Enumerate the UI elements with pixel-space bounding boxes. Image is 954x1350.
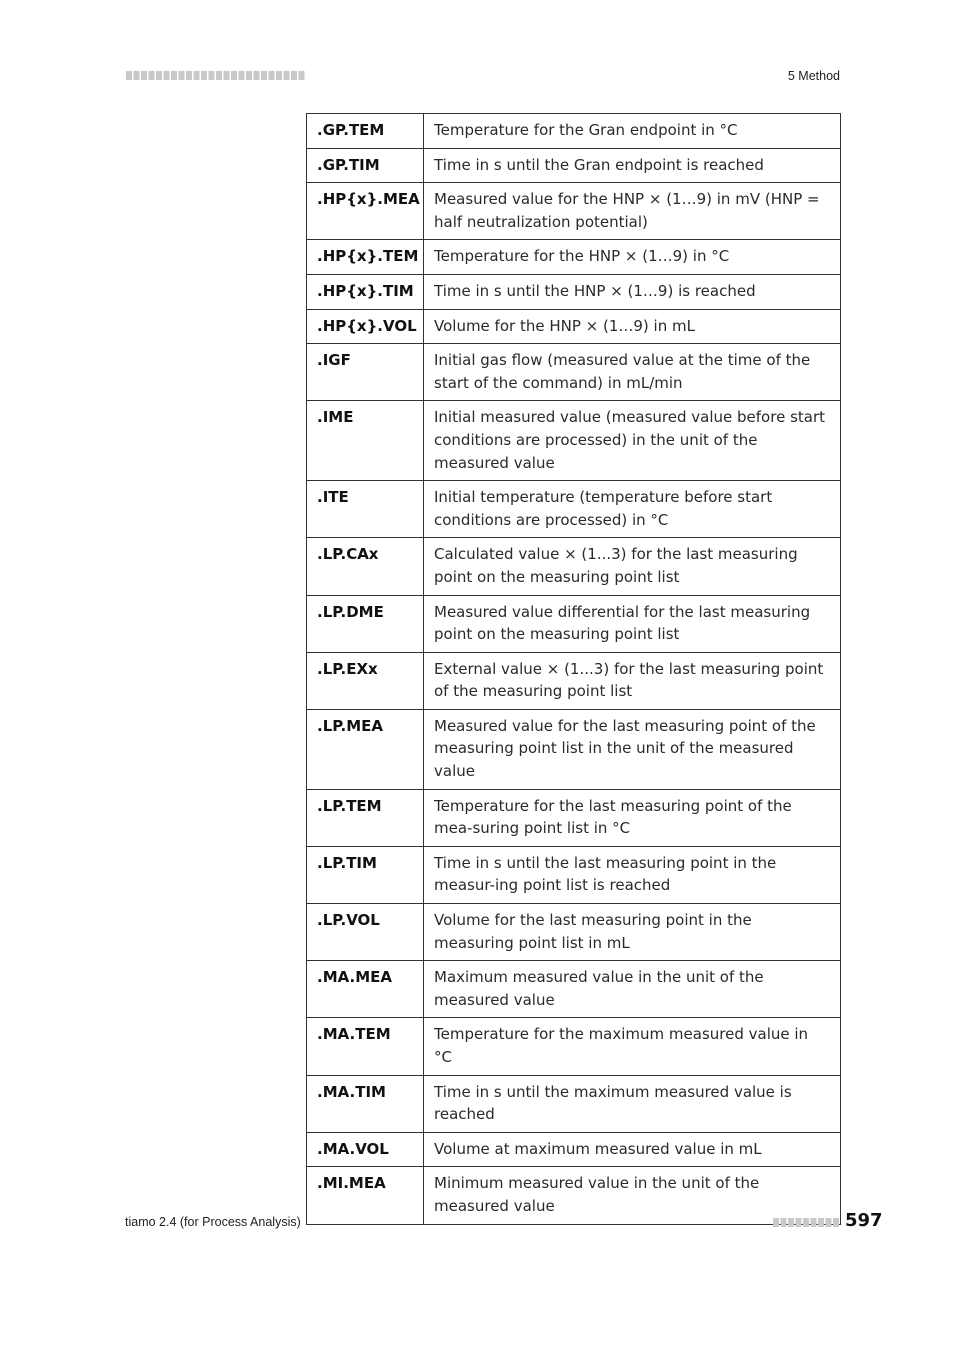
product-name: tiamo 2.4 (for Process Analysis) bbox=[125, 1215, 301, 1229]
variable-name: .LP.EXx bbox=[307, 652, 424, 709]
header-decoration bbox=[126, 71, 306, 80]
footer-decoration bbox=[773, 1218, 839, 1227]
variable-name: .MI.MEA bbox=[307, 1167, 424, 1224]
variable-description: Temperature for the maximum measured value in °C bbox=[424, 1018, 841, 1075]
variable-name: .LP.MEA bbox=[307, 709, 424, 789]
variable-name: .HP{x}.MEA bbox=[307, 183, 424, 240]
table-row bbox=[307, 344, 841, 401]
variable-description: Maximum measured value in the unit of the measured value bbox=[424, 961, 841, 1018]
variable-name: .GP.TIM bbox=[307, 148, 424, 183]
table-row bbox=[307, 1132, 841, 1167]
variable-description: Volume for the HNP × (1…9) in mL bbox=[424, 309, 841, 344]
variable-name: .MA.TEM bbox=[307, 1018, 424, 1075]
table-row bbox=[307, 274, 841, 309]
table-row bbox=[307, 309, 841, 344]
variable-description: Measured value for the last measuring point of the measuring point list in the unit of the measured value bbox=[424, 709, 841, 789]
variable-name: .HP{x}.VOL bbox=[307, 309, 424, 344]
table-row bbox=[307, 961, 841, 1018]
table-row bbox=[307, 709, 841, 789]
page-number: 597 bbox=[845, 1210, 883, 1231]
variable-description: Temperature for the Gran endpoint in °C bbox=[424, 114, 841, 149]
variable-description: External value × (1...3) for the last measuring point of the measuring point list bbox=[424, 652, 841, 709]
variable-description: Temperature for the HNP × (1…9) in °C bbox=[424, 240, 841, 275]
variables-table bbox=[306, 113, 841, 1225]
variable-name: .LP.VOL bbox=[307, 904, 424, 961]
variable-name: .LP.CAx bbox=[307, 538, 424, 595]
variable-name: .MA.MEA bbox=[307, 961, 424, 1018]
variable-description: Time in s until the last measuring point in the measur-ing point list is reached bbox=[424, 846, 841, 903]
table-row bbox=[307, 1075, 841, 1132]
variable-description: Initial gas flow (measured value at the time of the start of the command) in mL/min bbox=[424, 344, 841, 401]
table-row bbox=[307, 538, 841, 595]
variable-description: Minimum measured value in the unit of the measured value bbox=[424, 1167, 841, 1224]
table-row bbox=[307, 240, 841, 275]
variable-name: .HP{x}.TIM bbox=[307, 274, 424, 309]
variable-description: Temperature for the last measuring point of the mea-suring point list in °C bbox=[424, 789, 841, 846]
variable-description: Initial measured value (measured value before start conditions are processed) in the unit of the measured value bbox=[424, 401, 841, 481]
table-row bbox=[307, 846, 841, 903]
table-row bbox=[307, 481, 841, 538]
table-row bbox=[307, 183, 841, 240]
variable-description: Measured value differential for the last measuring point on the measuring point list bbox=[424, 595, 841, 652]
table-row bbox=[307, 114, 841, 149]
variable-description: Time in s until the Gran endpoint is reached bbox=[424, 148, 841, 183]
table-row bbox=[307, 148, 841, 183]
variable-name: .GP.TEM bbox=[307, 114, 424, 149]
variable-name: .LP.DME bbox=[307, 595, 424, 652]
variable-name: .LP.TIM bbox=[307, 846, 424, 903]
table-row bbox=[307, 904, 841, 961]
table-row bbox=[307, 401, 841, 481]
variable-description: Time in s until the maximum measured value is reached bbox=[424, 1075, 841, 1132]
variable-name: .LP.TEM bbox=[307, 789, 424, 846]
variable-name: .ITE bbox=[307, 481, 424, 538]
variable-description: Initial temperature (temperature before start conditions are processed) in °C bbox=[424, 481, 841, 538]
variable-description: Volume for the last measuring point in the measuring point list in mL bbox=[424, 904, 841, 961]
variable-description: Measured value for the HNP × (1…9) in mV (HNP = half neutralization potential) bbox=[424, 183, 841, 240]
variable-description: Time in s until the HNP × (1…9) is reached bbox=[424, 274, 841, 309]
table-row bbox=[307, 1018, 841, 1075]
table-row bbox=[307, 789, 841, 846]
variable-name: .MA.TIM bbox=[307, 1075, 424, 1132]
variable-name: .HP{x}.TEM bbox=[307, 240, 424, 275]
variable-name: .MA.VOL bbox=[307, 1132, 424, 1167]
variable-description: Volume at maximum measured value in mL bbox=[424, 1132, 841, 1167]
table-row bbox=[307, 1167, 841, 1224]
table-row bbox=[307, 652, 841, 709]
variable-name: .IME bbox=[307, 401, 424, 481]
variable-name: .IGF bbox=[307, 344, 424, 401]
table-row bbox=[307, 595, 841, 652]
variable-description: Calculated value × (1...3) for the last measuring point on the measuring point list bbox=[424, 538, 841, 595]
table-body bbox=[307, 114, 841, 1225]
chapter-title: 5 Method bbox=[787, 69, 840, 83]
